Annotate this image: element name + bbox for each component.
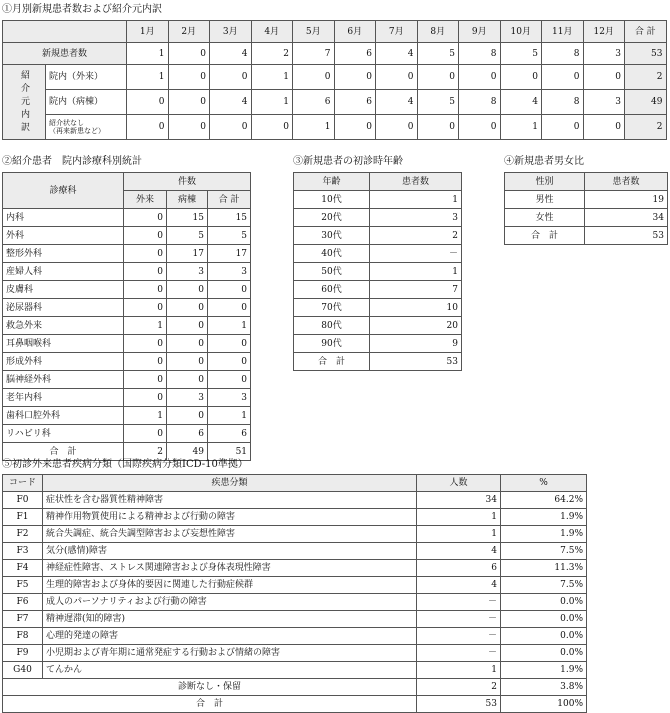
ward-count: 0: [167, 281, 208, 299]
disease-class: 統合失調症、統合失調型障害および妄想性障害: [43, 526, 417, 543]
percent: 64.2%: [501, 492, 587, 509]
ward-count: 6: [167, 425, 208, 443]
table-row: [505, 191, 668, 209]
patient-count: －: [417, 594, 501, 611]
percent: 100%: [501, 696, 587, 713]
month-header: 1月: [127, 21, 169, 43]
section1-title: ①月別新規患者数および紹介元内訳: [2, 4, 162, 15]
new-patients-row: [3, 43, 667, 65]
total-count: 1: [208, 407, 251, 425]
table-row: [294, 263, 462, 281]
total-count: 1: [208, 317, 251, 335]
total-cell: 53: [625, 43, 667, 65]
icd-code: F8: [3, 628, 43, 645]
total-count: 6: [208, 425, 251, 443]
value-cell: 3: [583, 43, 625, 65]
value-cell: 4: [210, 43, 252, 65]
value-cell: 0: [334, 115, 376, 140]
table-row: [294, 335, 462, 353]
age-group: 70代: [294, 299, 370, 317]
patient-count: 20: [370, 317, 462, 335]
month-header: 5月: [293, 21, 335, 43]
value-cell: 0: [417, 65, 459, 90]
value-cell: 5: [417, 90, 459, 115]
disease-class: 小児期および青年期に通常発症する行動および情緒の障害: [43, 645, 417, 662]
value-cell: 0: [500, 65, 542, 90]
dept-name: 耳鼻咽喉科: [3, 335, 124, 353]
age-table: [293, 172, 462, 371]
sex: 女性: [505, 209, 585, 227]
patient-count: 9: [370, 335, 462, 353]
referral-row: [3, 115, 667, 140]
icd-code: F5: [3, 577, 43, 594]
value-cell: 8: [542, 90, 584, 115]
age-group: 90代: [294, 335, 370, 353]
table-row: [294, 209, 462, 227]
value-cell: 0: [459, 65, 501, 90]
header-total: 合 計: [208, 191, 251, 209]
patient-count: －: [417, 645, 501, 662]
patient-count: 53: [417, 696, 501, 713]
value-cell: 1: [127, 65, 169, 90]
value-cell: 1: [251, 90, 293, 115]
total-header: 合 計: [625, 21, 667, 43]
patient-count: －: [370, 245, 462, 263]
percent: 0.0%: [501, 628, 587, 645]
patient-count: 1: [417, 662, 501, 679]
value-cell: 4: [500, 90, 542, 115]
ward-count: 3: [167, 263, 208, 281]
dept-name: 産婦人科: [3, 263, 124, 281]
patient-count: －: [417, 611, 501, 628]
disease-class: 気分(感情)障害: [43, 543, 417, 560]
table-row: [3, 526, 587, 543]
total-cell: 2: [625, 65, 667, 90]
table-row: [3, 281, 251, 299]
table-row: [3, 425, 251, 443]
row-label: 新規患者数: [3, 43, 127, 65]
disease-class: 精神遅滞(知的障害): [43, 611, 417, 628]
month-header: 2月: [168, 21, 210, 43]
percent: 1.9%: [501, 662, 587, 679]
table-row: [3, 662, 587, 679]
table-row: [294, 299, 462, 317]
percent: 3.8%: [501, 679, 587, 696]
sum-label: 合 計: [505, 227, 585, 245]
table-row: [3, 389, 251, 407]
table-row: [294, 317, 462, 335]
table-row: [3, 209, 251, 227]
sum-label: 合 計: [3, 696, 417, 713]
table-header-row: [3, 21, 667, 43]
header-ward: 病棟: [167, 191, 208, 209]
patient-count: 1: [417, 526, 501, 543]
department-referral-table: [2, 172, 251, 461]
value-cell: 0: [168, 115, 210, 140]
age-group: 60代: [294, 281, 370, 299]
age-group: 30代: [294, 227, 370, 245]
table-row: [294, 245, 462, 263]
sum-label: 合 計: [3, 443, 124, 461]
outpatient-count: 0: [124, 353, 167, 371]
row-label: [46, 115, 127, 140]
icd-code: F1: [3, 509, 43, 526]
table-row: [294, 191, 462, 209]
row-sublabel-text: （再来新患など）: [49, 127, 105, 135]
month-header: 6月: [334, 21, 376, 43]
dept-name: 形成外科: [3, 353, 124, 371]
table-row: [3, 594, 587, 611]
total-count: 17: [208, 245, 251, 263]
sum-row: [294, 353, 462, 371]
header-count: 人数: [417, 475, 501, 492]
ward-count: 49: [167, 443, 208, 461]
referral-row: [3, 65, 667, 90]
section4-title: ④新規患者男女比: [504, 156, 584, 167]
referral-group-label: 紹介元内訳: [3, 65, 46, 140]
total-count: 0: [208, 353, 251, 371]
percent: 11.3%: [501, 560, 587, 577]
month-header: 3月: [210, 21, 252, 43]
outpatient-count: 0: [124, 227, 167, 245]
table-row: [3, 317, 251, 335]
disease-class: 症状性を含む器質性精神障害: [43, 492, 417, 509]
value-cell: 5: [500, 43, 542, 65]
table-row: [505, 209, 668, 227]
disease-class: 神経症性障害、ストレス関連障害および身体表現性障害: [43, 560, 417, 577]
outpatient-count: 0: [124, 299, 167, 317]
header-outpatient: 外来: [124, 191, 167, 209]
disease-class: 精神作用物質使用による精神および行動の障害: [43, 509, 417, 526]
disease-class: 成人のパーソナリティおよび行動の障害: [43, 594, 417, 611]
value-cell: 0: [210, 115, 252, 140]
table-row: [3, 560, 587, 577]
total-count: 5: [208, 227, 251, 245]
percent: 1.9%: [501, 509, 587, 526]
header-code: コード: [3, 475, 43, 492]
outpatient-count: 1: [124, 317, 167, 335]
table-row: [3, 371, 251, 389]
value-cell: 0: [542, 65, 584, 90]
corner-cell: [3, 21, 127, 43]
dept-name: 老年内科: [3, 389, 124, 407]
percent: 0.0%: [501, 594, 587, 611]
total-count: 3: [208, 389, 251, 407]
age-group: 20代: [294, 209, 370, 227]
header-dept: 診療科: [3, 173, 124, 209]
patient-count: 34: [585, 209, 668, 227]
ward-count: 5: [167, 227, 208, 245]
disease-class: てんかん: [43, 662, 417, 679]
patient-count: －: [417, 628, 501, 645]
icd-code: G40: [3, 662, 43, 679]
total-count: 0: [208, 335, 251, 353]
patient-count: 4: [417, 577, 501, 594]
outpatient-count: 2: [124, 443, 167, 461]
total-count: 0: [208, 299, 251, 317]
dept-name: 整形外科: [3, 245, 124, 263]
icd-code: F7: [3, 611, 43, 628]
value-cell: 6: [293, 90, 335, 115]
total-count: 15: [208, 209, 251, 227]
percent: 0.0%: [501, 645, 587, 662]
value-cell: 0: [417, 115, 459, 140]
value-cell: 3: [583, 90, 625, 115]
age-group: 50代: [294, 263, 370, 281]
value-cell: 1: [293, 115, 335, 140]
sum-row: [3, 696, 587, 713]
value-cell: 0: [127, 115, 169, 140]
age-group: 10代: [294, 191, 370, 209]
value-cell: 6: [334, 43, 376, 65]
ward-count: 0: [167, 407, 208, 425]
header-percent: %: [501, 475, 587, 492]
percent: 7.5%: [501, 543, 587, 560]
month-header: 10月: [500, 21, 542, 43]
sum-label: 合 計: [294, 353, 370, 371]
outpatient-count: 0: [124, 389, 167, 407]
table-row: [3, 227, 251, 245]
value-cell: 0: [376, 65, 418, 90]
value-cell: 6: [334, 90, 376, 115]
age-group: 80代: [294, 317, 370, 335]
table-row: [3, 263, 251, 281]
total-cell: 2: [625, 115, 667, 140]
patient-count: 6: [417, 560, 501, 577]
value-cell: 0: [293, 65, 335, 90]
dept-name: 泌尿器科: [3, 299, 124, 317]
value-cell: 4: [210, 90, 252, 115]
total-count: 0: [208, 281, 251, 299]
section5-title: ⑤初診外来患者疾病分類（国際疾病分類ICD-10準拠）: [2, 459, 248, 470]
sex: 男性: [505, 191, 585, 209]
sex-ratio-table: [504, 172, 668, 245]
value-cell: 8: [542, 43, 584, 65]
table-row: [3, 299, 251, 317]
value-cell: 7: [293, 43, 335, 65]
total-count: 3: [208, 263, 251, 281]
value-cell: 0: [168, 90, 210, 115]
value-cell: 0: [127, 90, 169, 115]
value-cell: 0: [542, 115, 584, 140]
outpatient-count: 1: [124, 407, 167, 425]
ward-count: 0: [167, 335, 208, 353]
outpatient-count: 0: [124, 209, 167, 227]
patient-count: 1: [417, 509, 501, 526]
patient-count: 1: [370, 263, 462, 281]
icd-code: F6: [3, 594, 43, 611]
value-cell: 8: [459, 43, 501, 65]
value-cell: 0: [376, 115, 418, 140]
icd-code: F2: [3, 526, 43, 543]
patient-count: 2: [417, 679, 501, 696]
patient-count: 1: [370, 191, 462, 209]
dept-name: 脳神経外科: [3, 371, 124, 389]
value-cell: 0: [583, 115, 625, 140]
row-label-text: 紹介状なし: [49, 119, 84, 127]
icd-code: F3: [3, 543, 43, 560]
dept-name: 内科: [3, 209, 124, 227]
ward-count: 17: [167, 245, 208, 263]
table-row: [3, 245, 251, 263]
value-cell: 1: [500, 115, 542, 140]
ward-count: 0: [167, 371, 208, 389]
value-cell: 0: [334, 65, 376, 90]
patient-count: 53: [370, 353, 462, 371]
percent: 1.9%: [501, 526, 587, 543]
value-cell: 1: [127, 43, 169, 65]
value-cell: 0: [210, 65, 252, 90]
icd10-classification-table: [2, 474, 587, 713]
icd-code: F4: [3, 560, 43, 577]
table-row: [3, 577, 587, 594]
month-header: 4月: [251, 21, 293, 43]
value-cell: 4: [376, 90, 418, 115]
patient-count: 7: [370, 281, 462, 299]
table-row: [3, 645, 587, 662]
undiagnosed-row: [3, 679, 587, 696]
dept-name: 歯科口腔外科: [3, 407, 124, 425]
table-row: [3, 509, 587, 526]
outpatient-count: 0: [124, 245, 167, 263]
outpatient-count: 0: [124, 335, 167, 353]
referral-row: [3, 90, 667, 115]
section3-title: ③新規患者の初診時年齢: [293, 156, 403, 167]
total-count: 51: [208, 443, 251, 461]
header-sex: 性別: [505, 173, 585, 191]
value-cell: 0: [583, 65, 625, 90]
ward-count: 0: [167, 353, 208, 371]
month-header: 12月: [583, 21, 625, 43]
table-row: [3, 611, 587, 628]
outpatient-count: 0: [124, 371, 167, 389]
total-cell: 49: [625, 90, 667, 115]
value-cell: 2: [251, 43, 293, 65]
patient-count: 53: [585, 227, 668, 245]
icd-code: F0: [3, 492, 43, 509]
header-patient-count: 患者数: [370, 173, 462, 191]
disease-class: 心理的発達の障害: [43, 628, 417, 645]
row-label: [46, 65, 127, 90]
month-header: 9月: [459, 21, 501, 43]
table-row: [3, 628, 587, 645]
row-label-text: 院内（外来）: [49, 72, 104, 82]
patient-count: 4: [417, 543, 501, 560]
value-cell: 1: [251, 65, 293, 90]
disease-class: 生理的障害および身体的要因に関連した行動症候群: [43, 577, 417, 594]
header-patient-count: 患者数: [585, 173, 668, 191]
percent: 0.0%: [501, 611, 587, 628]
patient-count: 2: [370, 227, 462, 245]
sum-row: [3, 443, 251, 461]
dept-name: 外科: [3, 227, 124, 245]
ward-count: 3: [167, 389, 208, 407]
table-row: [3, 407, 251, 425]
outpatient-count: 0: [124, 263, 167, 281]
value-cell: 0: [168, 43, 210, 65]
outpatient-count: 0: [124, 281, 167, 299]
dept-name: 救急外来: [3, 317, 124, 335]
value-cell: 0: [168, 65, 210, 90]
monthly-new-patients-table: [2, 20, 667, 140]
patient-count: 3: [370, 209, 462, 227]
table-row: [294, 281, 462, 299]
table-row: [3, 353, 251, 371]
value-cell: 4: [376, 43, 418, 65]
undiagnosed-label: 診断なし・保留: [3, 679, 417, 696]
icd-code: F9: [3, 645, 43, 662]
month-header: 11月: [542, 21, 584, 43]
outpatient-count: 0: [124, 425, 167, 443]
ward-count: 0: [167, 317, 208, 335]
table-row: [3, 335, 251, 353]
patient-count: 10: [370, 299, 462, 317]
value-cell: 8: [459, 90, 501, 115]
table-row: [294, 227, 462, 245]
dept-name: リハビリ科: [3, 425, 124, 443]
patient-count: 19: [585, 191, 668, 209]
header-classification: 疾患分類: [43, 475, 417, 492]
header-count: 件数: [124, 173, 251, 191]
value-cell: 0: [459, 115, 501, 140]
row-label-text: 院内（病棟）: [49, 97, 104, 107]
ward-count: 15: [167, 209, 208, 227]
ward-count: 0: [167, 299, 208, 317]
section2-title: ②紹介患者 院内診療科別統計: [2, 156, 142, 167]
patient-count: 34: [417, 492, 501, 509]
sum-row: [505, 227, 668, 245]
value-cell: 5: [417, 43, 459, 65]
percent: 7.5%: [501, 577, 587, 594]
row-label: [46, 90, 127, 115]
header-age: 年齢: [294, 173, 370, 191]
table-row: [3, 492, 587, 509]
table-row: [3, 543, 587, 560]
month-header: 7月: [376, 21, 418, 43]
dept-name: 皮膚科: [3, 281, 124, 299]
month-header: 8月: [417, 21, 459, 43]
value-cell: 0: [251, 115, 293, 140]
age-group: 40代: [294, 245, 370, 263]
total-count: 0: [208, 371, 251, 389]
